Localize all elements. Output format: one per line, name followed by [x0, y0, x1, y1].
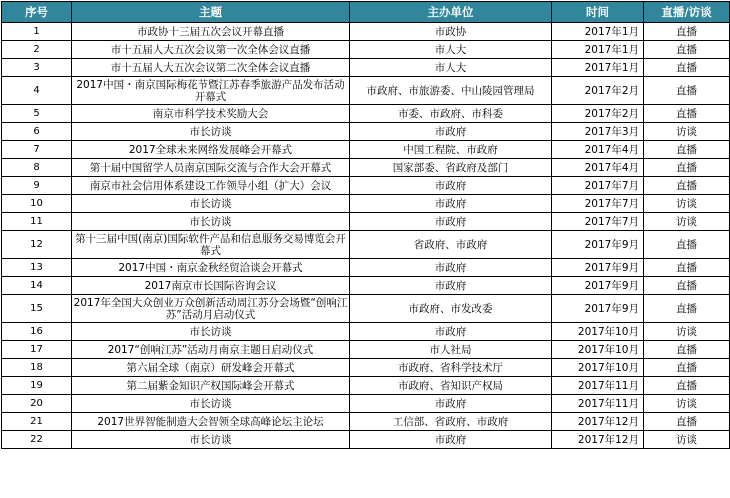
row-number-cell: 22 — [2, 431, 72, 449]
type-cell: 直播 — [644, 105, 730, 123]
type-cell: 直播 — [644, 259, 730, 277]
time-cell: 2017年7月 — [552, 213, 644, 231]
table-row — [2, 323, 730, 341]
row-number-cell: 12 — [2, 231, 72, 259]
time-cell: 2017年10月 — [552, 341, 644, 359]
row-number-cell: 20 — [2, 395, 72, 413]
type-cell: 直播 — [644, 377, 730, 395]
row-number-cell: 21 — [2, 413, 72, 431]
row-number-cell: 11 — [2, 213, 72, 231]
topic-cell: 第十三届中国(南京)国际软件产品和信息服务交易博览会开幕式 — [72, 231, 350, 259]
topic-cell: 市十五届人大五次会议第二次全体会议直播 — [72, 59, 350, 77]
time-cell: 2017年12月 — [552, 413, 644, 431]
topic-cell: 2017世界智能制造大会智领全球高峰论坛主论坛 — [72, 413, 350, 431]
host-cell: 市政府 — [350, 123, 552, 141]
row-number-cell: 9 — [2, 177, 72, 195]
row-number-cell: 8 — [2, 159, 72, 177]
row-number-cell: 2 — [2, 41, 72, 59]
header-host: 主办单位 — [350, 2, 552, 23]
header-type: 直播/访谈 — [644, 2, 730, 23]
time-cell: 2017年12月 — [552, 431, 644, 449]
type-cell: 直播 — [644, 59, 730, 77]
table-row — [2, 295, 730, 323]
type-cell: 访谈 — [644, 431, 730, 449]
type-cell: 直播 — [644, 177, 730, 195]
host-cell: 市政府、省科学技术厅 — [350, 359, 552, 377]
topic-cell: 南京市科学技术奖励大会 — [72, 105, 350, 123]
host-cell: 省政府、市政府 — [350, 231, 552, 259]
header-topic: 主题 — [72, 2, 350, 23]
host-cell: 市政府 — [350, 277, 552, 295]
time-cell: 2017年10月 — [552, 323, 644, 341]
topic-cell: 市长访谈 — [72, 395, 350, 413]
topic-cell: 2017年全国大众创业万众创新活动周江苏分会场暨“创响江苏”活动月启动仪式 — [72, 295, 350, 323]
time-cell: 2017年3月 — [552, 123, 644, 141]
time-cell: 2017年11月 — [552, 377, 644, 395]
topic-cell: 2017“创响江苏”活动月南京主题日启动仪式 — [72, 341, 350, 359]
table-row — [2, 195, 730, 213]
table-row — [2, 395, 730, 413]
events-table — [1, 1, 730, 449]
table-row — [2, 431, 730, 449]
topic-cell: 市长访谈 — [72, 431, 350, 449]
table-row — [2, 105, 730, 123]
topic-cell: 市十五届人大五次会议第一次全体会议直播 — [72, 41, 350, 59]
topic-cell: 第二届紫金知识产权国际峰会开幕式 — [72, 377, 350, 395]
host-cell: 市政府 — [350, 395, 552, 413]
host-cell: 国家部委、省政府及部门 — [350, 159, 552, 177]
type-cell: 访谈 — [644, 323, 730, 341]
topic-cell: 市长访谈 — [72, 123, 350, 141]
table-row — [2, 341, 730, 359]
host-cell: 市政府 — [350, 323, 552, 341]
host-cell: 市人社局 — [350, 341, 552, 359]
table-row — [2, 41, 730, 59]
table-body — [2, 23, 730, 449]
table-row — [2, 123, 730, 141]
host-cell: 市政府 — [350, 259, 552, 277]
topic-cell: 南京市社会信用体系建设工作领导小组（扩大）会议 — [72, 177, 350, 195]
row-number-cell: 3 — [2, 59, 72, 77]
time-cell: 2017年4月 — [552, 141, 644, 159]
header-time: 时间 — [552, 2, 644, 23]
topic-cell: 市长访谈 — [72, 323, 350, 341]
table-row — [2, 231, 730, 259]
row-number-cell: 6 — [2, 123, 72, 141]
host-cell: 市政府 — [350, 213, 552, 231]
topic-cell: 2017中国・南京金秋经贸洽谈会开幕式 — [72, 259, 350, 277]
row-number-cell: 19 — [2, 377, 72, 395]
row-number-cell: 14 — [2, 277, 72, 295]
type-cell: 直播 — [644, 159, 730, 177]
host-cell: 中国工程院、市政府 — [350, 141, 552, 159]
row-number-cell: 16 — [2, 323, 72, 341]
row-number-cell: 7 — [2, 141, 72, 159]
table-row — [2, 77, 730, 105]
time-cell: 2017年9月 — [552, 295, 644, 323]
topic-cell: 2017中国・南京国际梅花节暨江苏春季旅游产品发布活动开幕式 — [72, 77, 350, 105]
table-row — [2, 377, 730, 395]
table-row — [2, 159, 730, 177]
time-cell: 2017年2月 — [552, 105, 644, 123]
type-cell: 访谈 — [644, 395, 730, 413]
topic-cell: 第十届中国留学人员南京国际交流与合作大会开幕式 — [72, 159, 350, 177]
type-cell: 访谈 — [644, 195, 730, 213]
host-cell: 市政府 — [350, 431, 552, 449]
host-cell: 市政协 — [350, 23, 552, 41]
table-row — [2, 177, 730, 195]
type-cell: 直播 — [644, 277, 730, 295]
table-row — [2, 59, 730, 77]
row-number-cell: 10 — [2, 195, 72, 213]
type-cell: 直播 — [644, 231, 730, 259]
time-cell: 2017年7月 — [552, 177, 644, 195]
table-row — [2, 259, 730, 277]
table-row — [2, 359, 730, 377]
topic-cell: 2017南京市长国际咨询会议 — [72, 277, 350, 295]
row-number-cell: 18 — [2, 359, 72, 377]
host-cell: 市政府 — [350, 195, 552, 213]
row-number-cell: 1 — [2, 23, 72, 41]
time-cell: 2017年7月 — [552, 195, 644, 213]
host-cell: 市人大 — [350, 59, 552, 77]
time-cell: 2017年1月 — [552, 23, 644, 41]
host-cell: 市人大 — [350, 41, 552, 59]
host-cell: 市政府、市发改委 — [350, 295, 552, 323]
table-row — [2, 213, 730, 231]
time-cell: 2017年9月 — [552, 259, 644, 277]
time-cell: 2017年2月 — [552, 77, 644, 105]
time-cell: 2017年10月 — [552, 359, 644, 377]
type-cell: 访谈 — [644, 213, 730, 231]
topic-cell: 第六届全球（南京）研发峰会开幕式 — [72, 359, 350, 377]
type-cell: 访谈 — [644, 123, 730, 141]
type-cell: 直播 — [644, 141, 730, 159]
topic-cell: 市长访谈 — [72, 213, 350, 231]
header-row — [2, 2, 730, 23]
type-cell: 直播 — [644, 413, 730, 431]
topic-cell: 2017全球未来网络发展峰会开幕式 — [72, 141, 350, 159]
host-cell: 市政府、省知识产权局 — [350, 377, 552, 395]
table-row — [2, 413, 730, 431]
table-row — [2, 277, 730, 295]
type-cell: 直播 — [644, 341, 730, 359]
table-row — [2, 23, 730, 41]
time-cell: 2017年1月 — [552, 59, 644, 77]
host-cell: 市委、市政府、市科委 — [350, 105, 552, 123]
time-cell: 2017年1月 — [552, 41, 644, 59]
time-cell: 2017年4月 — [552, 159, 644, 177]
time-cell: 2017年9月 — [552, 231, 644, 259]
type-cell: 直播 — [644, 41, 730, 59]
row-number-cell: 5 — [2, 105, 72, 123]
time-cell: 2017年11月 — [552, 395, 644, 413]
host-cell: 市政府、市旅游委、中山陵园管理局 — [350, 77, 552, 105]
type-cell: 直播 — [644, 295, 730, 323]
row-number-cell: 17 — [2, 341, 72, 359]
header-no: 序号 — [2, 2, 72, 23]
row-number-cell: 13 — [2, 259, 72, 277]
host-cell: 工信部、省政府、市政府 — [350, 413, 552, 431]
row-number-cell: 15 — [2, 295, 72, 323]
row-number-cell: 4 — [2, 77, 72, 105]
topic-cell: 市政协十三届五次会议开幕直播 — [72, 23, 350, 41]
type-cell: 直播 — [644, 359, 730, 377]
host-cell: 市政府 — [350, 177, 552, 195]
type-cell: 直播 — [644, 77, 730, 105]
topic-cell: 市长访谈 — [72, 195, 350, 213]
table-row — [2, 141, 730, 159]
type-cell: 直播 — [644, 23, 730, 41]
time-cell: 2017年9月 — [552, 277, 644, 295]
